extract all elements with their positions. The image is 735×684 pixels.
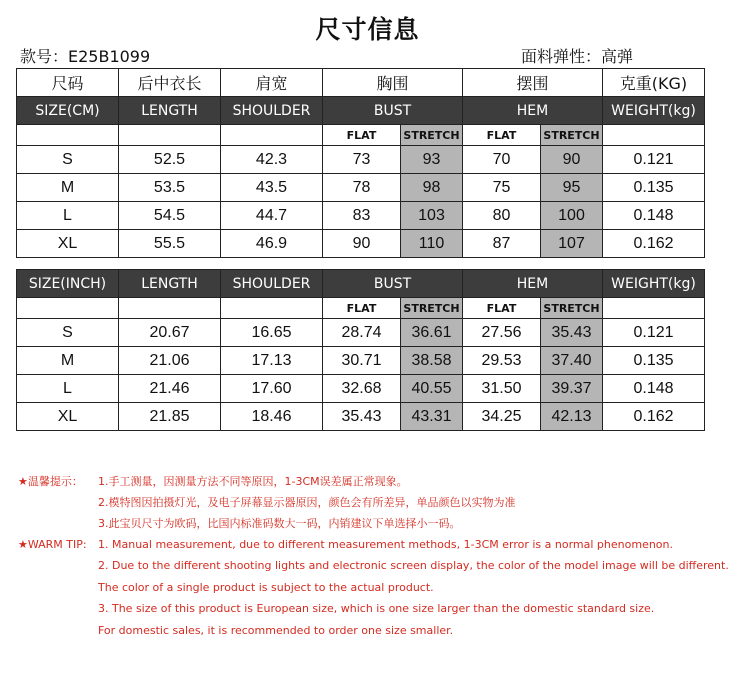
table-row <box>17 202 705 230</box>
table-cell: 87 <box>463 230 541 258</box>
sub-stretch: STRETCH <box>541 125 603 146</box>
table-cell: 95 <box>541 174 603 202</box>
style-number: 款号：E25B1099 <box>20 47 151 66</box>
table-cell: 0.148 <box>603 202 705 230</box>
warm-tip-cn-label: ★温馨提示： <box>18 475 83 488</box>
table-cell: 17.13 <box>221 347 323 375</box>
table-cell: 110 <box>401 230 463 258</box>
size-table-inch <box>16 269 705 431</box>
table-cell: L <box>17 375 119 403</box>
fabric-elasticity: 面料弹性：高弹 <box>521 47 634 66</box>
table-cell: 28.74 <box>323 319 401 347</box>
warm-tip-en-line: 2. Due to the different shooting lights and electronic screen display, the color of the model image will be different. <box>98 559 729 572</box>
sub-flat: FLAT <box>323 125 401 146</box>
sub-stretch: STRETCH <box>541 298 603 319</box>
table-cell: 107 <box>541 230 603 258</box>
header-shoulder: SHOULDER <box>221 270 323 298</box>
table-cell: 18.46 <box>221 403 323 431</box>
table-row <box>17 174 705 202</box>
header-bust: BUST <box>323 97 463 125</box>
table-cell: 27.56 <box>463 319 541 347</box>
table-cell: 73 <box>323 146 401 174</box>
header-bust: BUST <box>323 270 463 298</box>
table-cell: 32.68 <box>323 375 401 403</box>
warm-tip-cn-line: 2.模特图因拍摄灯光，及电子屏幕显示器原因，颜色会有所差异，单品颜色以实物为准 <box>98 496 516 509</box>
table-cell: 53.5 <box>119 174 221 202</box>
table-cell: 93 <box>401 146 463 174</box>
header-shoulder: SHOULDER <box>221 97 323 125</box>
warm-tip-en-label: ★WARM TIP: <box>18 538 87 551</box>
table-cell: 31.50 <box>463 375 541 403</box>
table-cell: 0.135 <box>603 347 705 375</box>
table-cell: 0.148 <box>603 375 705 403</box>
table-row <box>17 230 705 258</box>
chinese-header-row <box>17 69 705 97</box>
table-row <box>17 375 705 403</box>
cn-header-size: 尺码 <box>17 69 119 97</box>
table-cell: 98 <box>401 174 463 202</box>
table-cell: 90 <box>323 230 401 258</box>
table-cell: 37.40 <box>541 347 603 375</box>
table-cell: 38.58 <box>401 347 463 375</box>
table-cell: 0.135 <box>603 174 705 202</box>
warm-tip-en-line: The color of a single product is subject to the actual product. <box>98 581 434 594</box>
table-cell: 20.67 <box>119 319 221 347</box>
table-cell: 21.06 <box>119 347 221 375</box>
page-title: 尺寸信息 <box>315 15 420 44</box>
table-row <box>17 319 705 347</box>
table-cell: 39.37 <box>541 375 603 403</box>
table-cell: 0.162 <box>603 230 705 258</box>
header-hem: HEM <box>463 97 603 125</box>
warm-tip-en-line: 3. The size of this product is European size, which is one size larger than the domestic standard size. <box>98 602 655 615</box>
table-cell: 70 <box>463 146 541 174</box>
cn-header-shoulder: 肩宽 <box>221 69 323 97</box>
table-cell: 0.121 <box>603 319 705 347</box>
sub-flat: FLAT <box>463 125 541 146</box>
cn-header-length: 后中衣长 <box>119 69 221 97</box>
table-cell: 17.60 <box>221 375 323 403</box>
table-cell: XL <box>17 403 119 431</box>
table-cell: 46.9 <box>221 230 323 258</box>
table-cell: 54.5 <box>119 202 221 230</box>
cn-header-hem: 摆围 <box>463 69 603 97</box>
table-cell: 100 <box>541 202 603 230</box>
table-cell: XL <box>17 230 119 258</box>
header-weight: WEIGHT(kg) <box>603 270 705 298</box>
table-row <box>17 347 705 375</box>
header-size: SIZE(CM) <box>17 97 119 125</box>
table-cell: M <box>17 174 119 202</box>
sub-flat: FLAT <box>463 298 541 319</box>
header-length: LENGTH <box>119 270 221 298</box>
table-cell: 75 <box>463 174 541 202</box>
table-cell: 35.43 <box>323 403 401 431</box>
warm-tip-cn-line: 3.此宝贝尺寸为欧码，比国内标准码数大一码，内销建议下单选择小一码。 <box>98 517 461 530</box>
cn-header-weight: 克重(KG) <box>603 69 705 97</box>
warm-tip-en-line: For domestic sales, it is recommended to order one size smaller. <box>98 624 454 637</box>
table-cell: 35.43 <box>541 319 603 347</box>
table-row <box>17 146 705 174</box>
header-hem: HEM <box>463 270 603 298</box>
subheader-row <box>17 125 705 146</box>
table-cell: 44.7 <box>221 202 323 230</box>
table-row <box>17 403 705 431</box>
table-cell: 83 <box>323 202 401 230</box>
table-cell: 43.31 <box>401 403 463 431</box>
size-table-cm <box>16 68 705 258</box>
sub-stretch: STRETCH <box>401 298 463 319</box>
table-cell: 29.53 <box>463 347 541 375</box>
table-cell: 42.13 <box>541 403 603 431</box>
warm-tip-en-line: 1. Manual measurement, due to different measurement methods, 1-3CM error is a normal phenomenon. <box>98 538 674 551</box>
header-weight: WEIGHT(kg) <box>603 97 705 125</box>
table-cell: 34.25 <box>463 403 541 431</box>
table-cell: 78 <box>323 174 401 202</box>
table-cell: 21.85 <box>119 403 221 431</box>
table-cell: 80 <box>463 202 541 230</box>
table-cell: 40.55 <box>401 375 463 403</box>
english-header-row <box>17 97 705 125</box>
table-cell: 42.3 <box>221 146 323 174</box>
table-cell: 0.162 <box>603 403 705 431</box>
table-cell: S <box>17 319 119 347</box>
table-cell: 90 <box>541 146 603 174</box>
table-cell: 16.65 <box>221 319 323 347</box>
table-cell: 30.71 <box>323 347 401 375</box>
table-cell: 36.61 <box>401 319 463 347</box>
subheader-row <box>17 298 705 319</box>
table-cell: 55.5 <box>119 230 221 258</box>
table-cell: 0.121 <box>603 146 705 174</box>
table-cell: L <box>17 202 119 230</box>
table-cell: M <box>17 347 119 375</box>
english-header-row <box>17 270 705 298</box>
sub-stretch: STRETCH <box>401 125 463 146</box>
header-length: LENGTH <box>119 97 221 125</box>
table-cell: 21.46 <box>119 375 221 403</box>
table-cell: 103 <box>401 202 463 230</box>
header-size: SIZE(INCH) <box>17 270 119 298</box>
table-cell: 43.5 <box>221 174 323 202</box>
warm-tip-cn-line: 1.手工测量，因测量方法不同等原因，1-3CM误差属正常现象。 <box>98 475 408 488</box>
cn-header-bust: 胸围 <box>323 69 463 97</box>
table-cell: 52.5 <box>119 146 221 174</box>
table-cell: S <box>17 146 119 174</box>
sub-flat: FLAT <box>323 298 401 319</box>
